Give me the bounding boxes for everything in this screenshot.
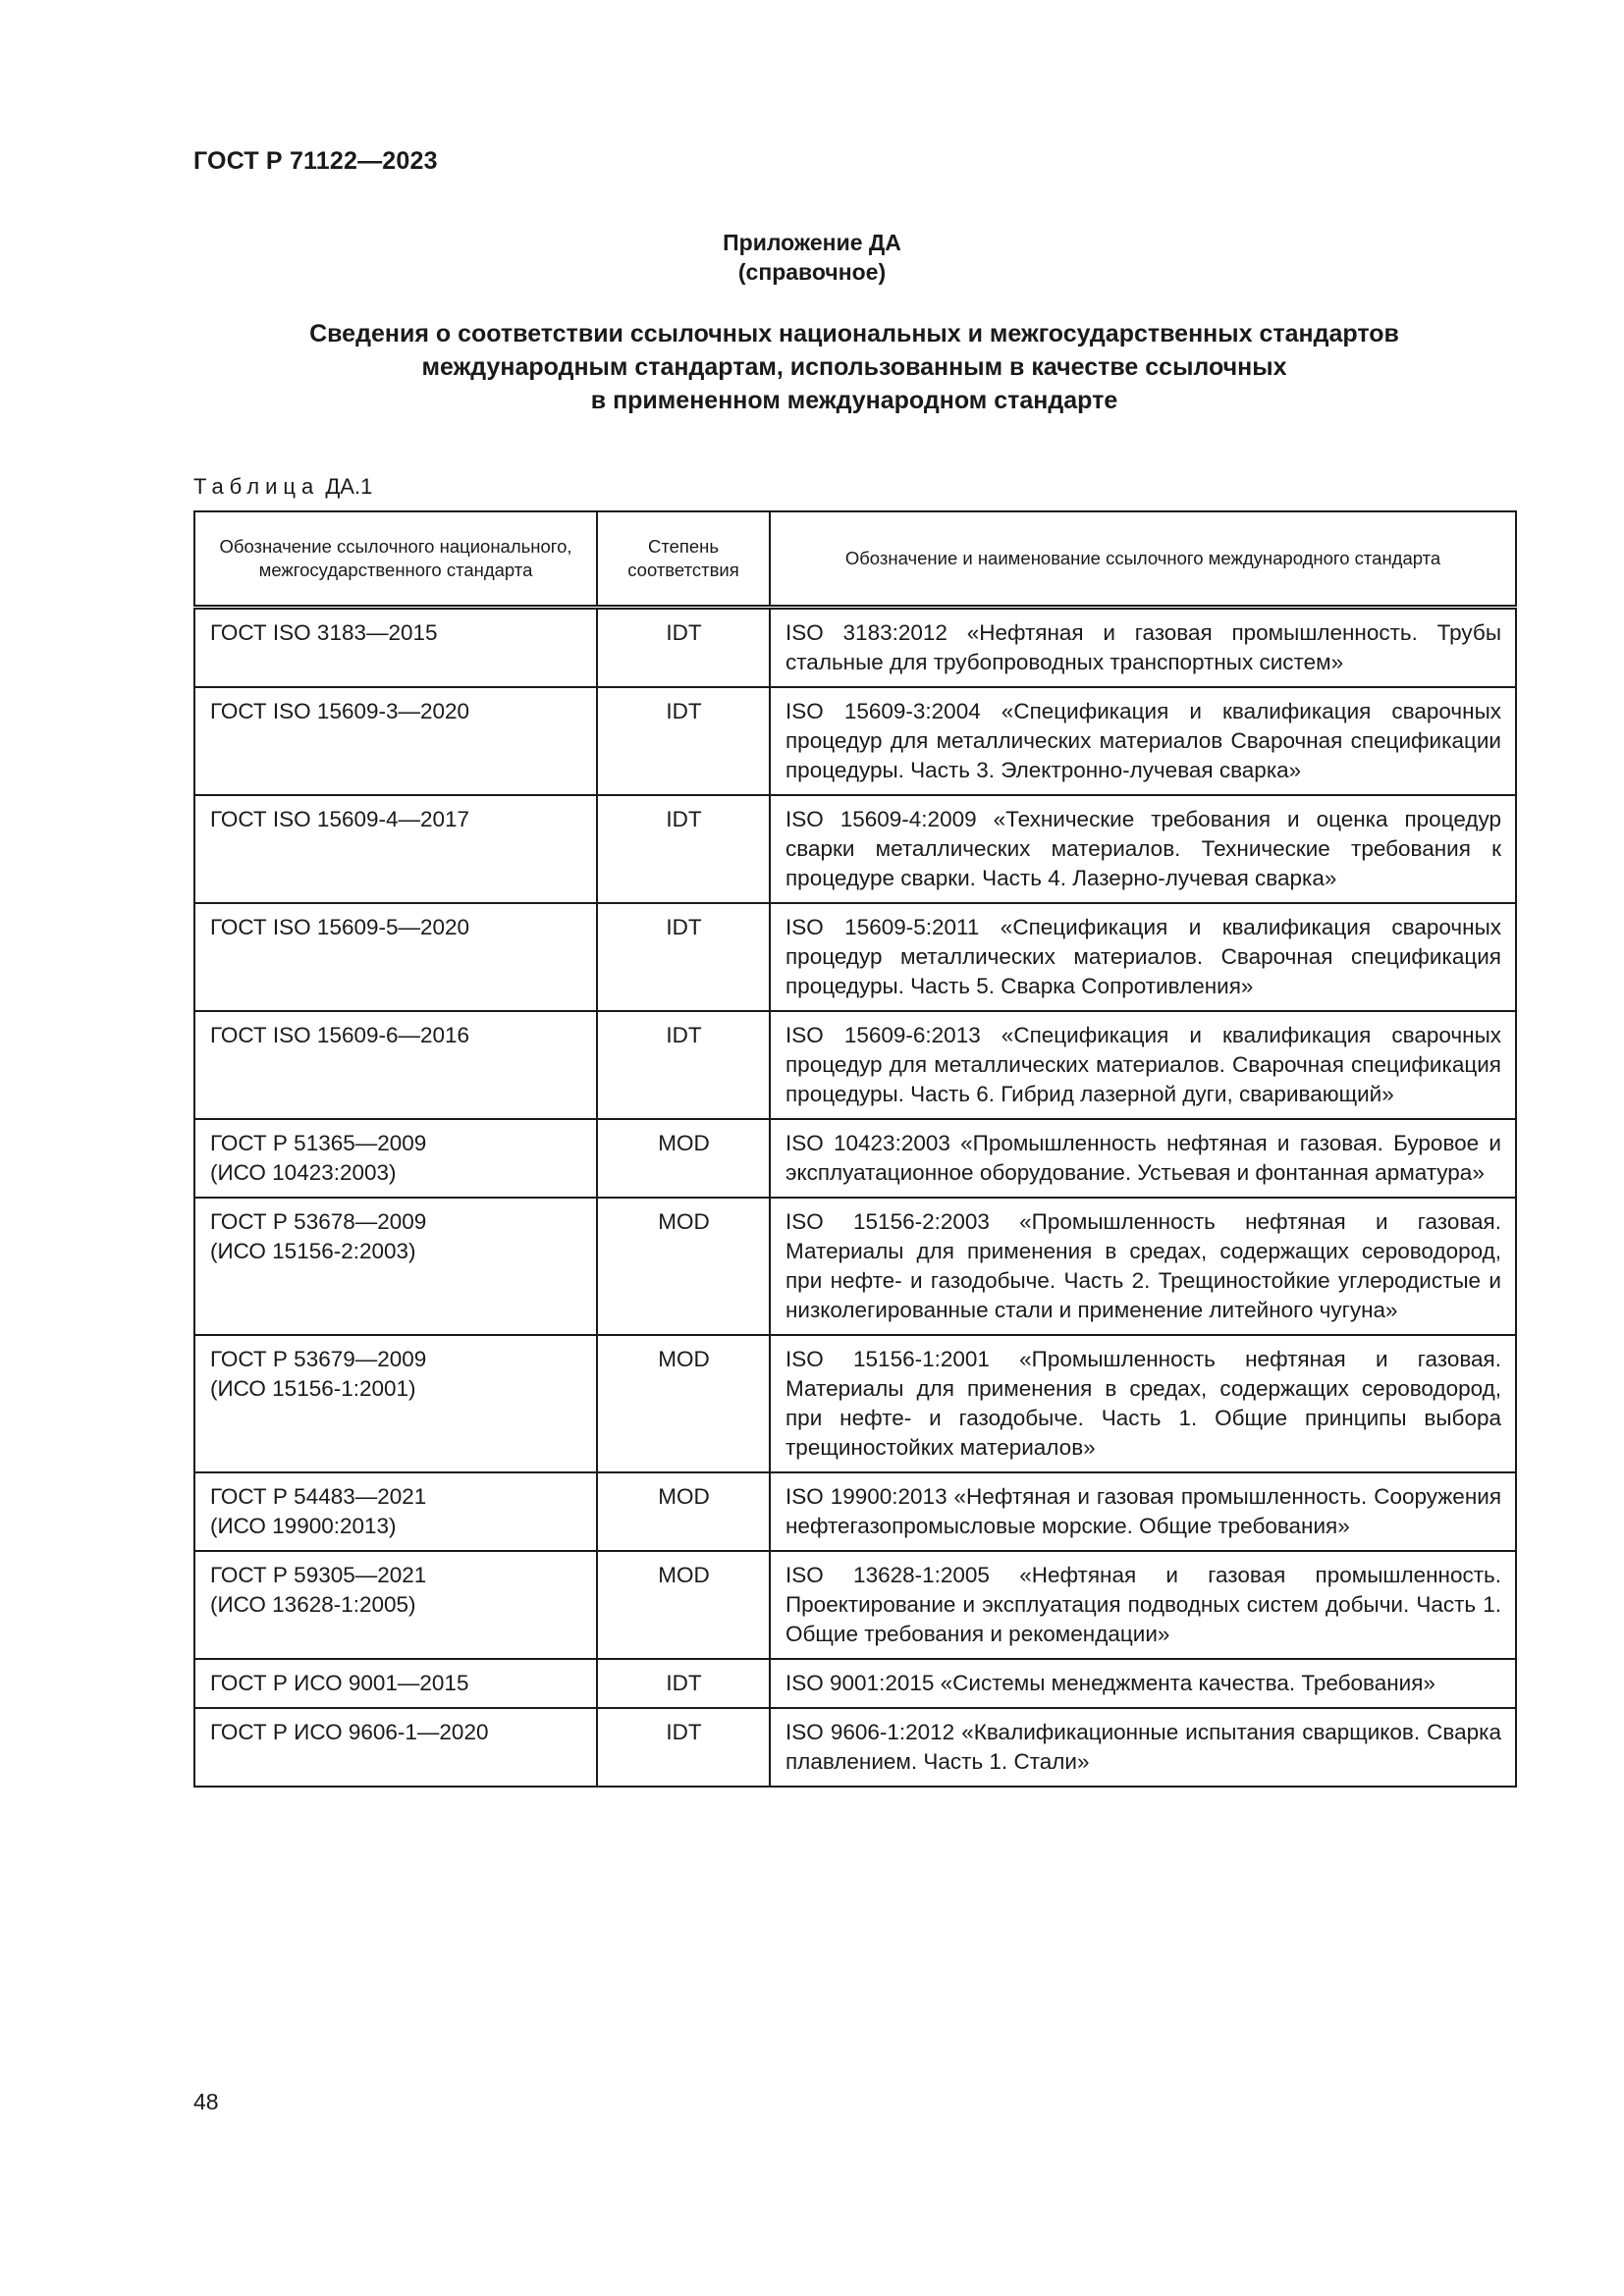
national-standard-designation: (ИСО 19900:2013): [210, 1514, 397, 1538]
degree-of-conformity-cell: IDT: [597, 1011, 770, 1119]
degree-of-conformity-cell: MOD: [597, 1335, 770, 1472]
table-caption-number: ДА.1: [325, 474, 373, 499]
appendix-heading: [193, 317, 1515, 417]
table-row: [194, 1119, 1516, 1198]
degree-of-conformity-cell: IDT: [597, 608, 770, 688]
international-standard-cell: ISO 9001:2015 «Системы менеджмента качества. Требования»: [770, 1659, 1516, 1708]
national-standard-designation: ГОСТ Р 51365—2009: [210, 1131, 427, 1155]
national-standard-cell: [194, 1551, 597, 1659]
national-standard-designation: ГОСТ Р 54483—2021: [210, 1484, 427, 1509]
international-standard-cell: ISO 15156-1:2001 «Промышленность нефтяная и газовая. Материалы для применения в средах, содержащих сероводород, при нефте- и газодобыче. Часть 1. Общие принципы выбора трещиностойких материалов»: [770, 1335, 1516, 1472]
standards-correspondence-table: [193, 510, 1517, 1788]
degree-of-conformity-cell: MOD: [597, 1551, 770, 1659]
degree-of-conformity-cell: IDT: [597, 687, 770, 795]
national-standard-cell: [194, 1011, 597, 1119]
national-standard-designation: ГОСТ ISO 15609-3—2020: [210, 699, 470, 723]
national-standard-cell: [194, 608, 597, 688]
table-caption: [193, 473, 372, 501]
national-standard-designation: ГОСТ ISO 15609-4—2017: [210, 807, 470, 831]
national-standard-cell: [194, 1198, 597, 1335]
national-standard-designation: ГОСТ Р 53678—2009: [210, 1209, 427, 1234]
table-header: [194, 511, 1516, 608]
table-body: [194, 608, 1516, 1788]
table-row: [194, 1472, 1516, 1551]
degree-of-conformity-cell: MOD: [597, 1119, 770, 1198]
national-standard-designation: (ИСО 15156-2:2003): [210, 1239, 416, 1263]
national-standard-cell: [194, 1472, 597, 1551]
table-row: [194, 795, 1516, 903]
page-number: 48: [193, 2089, 219, 2114]
table-row: [194, 608, 1516, 688]
table-header-row: [194, 511, 1516, 608]
table-row: [194, 903, 1516, 1011]
table-row: [194, 1551, 1516, 1659]
international-standard-cell: ISO 15609-3:2004 «Спецификация и квалификация сварочных процедур для металлических материалов Сварочная спецификации процедуры. Часть 3. Электронно-лучевая сварка»: [770, 687, 1516, 795]
national-standard-cell: [194, 1335, 597, 1472]
international-standard-cell: ISO 15156-2:2003 «Промышленность нефтяная и газовая. Материалы для применения в средах, содержащих сероводород, при нефте- и газодобыче. Часть 2. Трещиностойкие углеродистые и низколегированные стали и применение литейного чугуна»: [770, 1198, 1516, 1335]
international-standard-cell: ISO 10423:2003 «Промышленность нефтяная и газовая. Буровое и эксплуатационное оборудование. Устьевая и фонтанная арматура»: [770, 1119, 1516, 1198]
table-row: [194, 1659, 1516, 1708]
international-standard-cell: ISO 15609-4:2009 «Технические требования и оценка процедур сварки металлических материалов. Технические требования к процедуре сварки. Часть 4. Лазерно-лучевая сварка»: [770, 795, 1516, 903]
heading-line: международным стандартам, использованным в качестве ссылочных: [421, 353, 1287, 381]
national-standard-designation: (ИСО 10423:2003): [210, 1160, 397, 1185]
national-standard-cell: [194, 1119, 597, 1198]
international-standard-cell: ISO 3183:2012 «Нефтяная и газовая промышленность. Трубы стальные для трубопроводных транспортных систем»: [770, 608, 1516, 688]
table-row: [194, 1011, 1516, 1119]
international-standard-cell: ISO 15609-6:2013 «Спецификация и квалификация сварочных процедур для металлических материалов. Сварочная спецификация процедуры. Часть 6. Гибрид лазерной дуги, сваривающий»: [770, 1011, 1516, 1119]
degree-of-conformity-cell: MOD: [597, 1472, 770, 1551]
header-international-standard: Обозначение и наименование ссылочного международного стандарта: [770, 511, 1516, 608]
table-caption-word: Таблица: [193, 474, 320, 499]
international-standard-cell: ISO 9606-1:2012 «Квалификационные испытания сварщиков. Сварка плавлением. Часть 1. Стали»: [770, 1708, 1516, 1787]
national-standard-cell: [194, 903, 597, 1011]
table-row: [194, 1198, 1516, 1335]
header-national-standard: Обозначение ссылочного национального, межгосударственного стандарта: [194, 511, 597, 608]
national-standard-designation: ГОСТ ISO 15609-6—2016: [210, 1023, 470, 1047]
national-standard-designation: ГОСТ ISO 3183—2015: [210, 620, 438, 645]
national-standard-designation: ГОСТ ISO 15609-5—2020: [210, 915, 470, 939]
degree-of-conformity-cell: IDT: [597, 1659, 770, 1708]
national-standard-designation: (ИСО 13628-1:2005): [210, 1592, 416, 1617]
document-code: ГОСТ Р 71122—2023: [193, 147, 438, 175]
national-standard-designation: (ИСО 15156-1:2001): [210, 1376, 416, 1401]
appendix-type: (справочное): [737, 259, 887, 285]
national-standard-cell: [194, 1659, 597, 1708]
national-standard-designation: ГОСТ Р 59305—2021: [210, 1563, 427, 1587]
international-standard-cell: ISO 13628-1:2005 «Нефтяная и газовая промышленность. Проектирование и эксплуатация подводных систем добычи. Часть 1. Общие требования и рекомендации»: [770, 1551, 1516, 1659]
national-standard-cell: [194, 795, 597, 903]
table-row: [194, 1335, 1516, 1472]
degree-of-conformity-cell: IDT: [597, 1708, 770, 1787]
national-standard-designation: ГОСТ Р ИСО 9001—2015: [210, 1671, 469, 1695]
table-row: [194, 687, 1516, 795]
header-degree-of-conformity: Степень соответствия: [597, 511, 770, 608]
heading-line: в примененном международном стандарте: [590, 387, 1118, 414]
international-standard-cell: ISO 15609-5:2011 «Спецификация и квалификация сварочных процедур металлических материалов. Сварочная спецификация процедуры. Часть 5. Сварка Сопротивления»: [770, 903, 1516, 1011]
table-row: [194, 1708, 1516, 1787]
national-standard-cell: [194, 687, 597, 795]
heading-line: Сведения о соответствии ссылочных национальных и межгосударственных стандартов: [309, 320, 1399, 347]
degree-of-conformity-cell: IDT: [597, 903, 770, 1011]
international-standard-cell: ISO 19900:2013 «Нефтяная и газовая промышленность. Сооружения нефтегазопромысловые морские. Общие требования»: [770, 1472, 1516, 1551]
appendix-title: Приложение ДА: [723, 230, 901, 255]
national-standard-cell: [194, 1708, 597, 1787]
national-standard-designation: ГОСТ Р 53679—2009: [210, 1347, 427, 1371]
degree-of-conformity-cell: IDT: [597, 795, 770, 903]
national-standard-designation: ГОСТ Р ИСО 9606-1—2020: [210, 1720, 489, 1744]
degree-of-conformity-cell: MOD: [597, 1198, 770, 1335]
